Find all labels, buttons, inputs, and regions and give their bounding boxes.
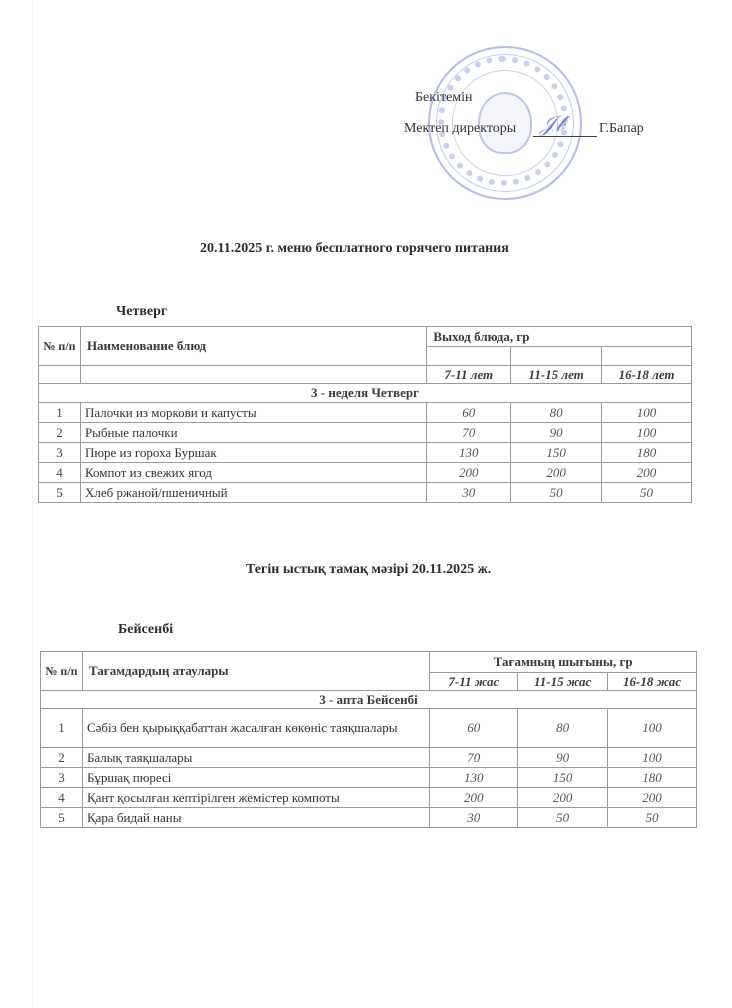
table-row — [41, 748, 697, 768]
table-row — [39, 403, 692, 423]
section-row — [39, 384, 692, 403]
table-row — [39, 423, 692, 443]
portion-11-15: 90 — [518, 748, 608, 768]
portion-7-11: 200 — [430, 788, 518, 808]
age-11-15: 11-15 жас — [518, 673, 608, 691]
row-no: 1 — [41, 709, 83, 748]
portion-16-18: 200 — [602, 463, 692, 483]
portion-7-11: 60 — [427, 403, 511, 423]
table-row — [41, 709, 697, 748]
portion-7-11: 70 — [430, 748, 518, 768]
portion-16-18: 100 — [608, 748, 697, 768]
header-output: Тағамның шығыны, гр — [430, 652, 697, 673]
portion-11-15: 50 — [518, 808, 608, 828]
row-no: 5 — [39, 483, 81, 503]
portion-16-18: 100 — [602, 403, 692, 423]
portion-16-18: 100 — [608, 709, 697, 748]
row-no: 1 — [39, 403, 81, 423]
portion-16-18: 180 — [608, 768, 697, 788]
age-7-11: 7-11 лет — [427, 366, 511, 384]
portion-11-15: 50 — [511, 483, 602, 503]
portion-11-15: 80 — [518, 709, 608, 748]
dish-name: Пюре из гороха Буршак — [80, 443, 426, 463]
portion-7-11: 30 — [430, 808, 518, 828]
header-row — [39, 327, 692, 347]
portion-11-15: 80 — [511, 403, 602, 423]
director-name: Г.Бапар — [599, 121, 644, 136]
header-no: № п/п — [39, 327, 81, 366]
header-name: Тағамдардың атаулары — [82, 652, 429, 691]
dish-name: Сәбіз бен қырыққабаттан жасалған көкөніс таяқшалары — [82, 709, 429, 748]
dish-name: Рыбные палочки — [80, 423, 426, 443]
menu-kz-day: Бейсенбі — [118, 622, 174, 637]
dish-name: Балық таяқшалары — [82, 748, 429, 768]
menu-kz-title: Тегін ыстық тамақ мәзірі 20.11.2025 ж. — [246, 562, 492, 577]
age-11-15: 11-15 лет — [511, 366, 602, 384]
dish-name: Палочки из моркови и капусты — [80, 403, 426, 423]
portion-16-18: 100 — [602, 423, 692, 443]
table-row — [39, 463, 692, 483]
row-no: 5 — [41, 808, 83, 828]
portion-16-18: 50 — [608, 808, 697, 828]
portion-7-11: 70 — [427, 423, 511, 443]
header-output: Выход блюда, гр — [427, 327, 692, 347]
row-no: 3 — [41, 768, 83, 788]
portion-11-15: 150 — [511, 443, 602, 463]
portion-7-11: 60 — [430, 709, 518, 748]
table-row — [39, 443, 692, 463]
dish-name: Қант қосылған кептірілген жемістер компоты — [82, 788, 429, 808]
dish-name: Қара бидай наны — [82, 808, 429, 828]
portion-11-15: 150 — [518, 768, 608, 788]
portion-11-15: 200 — [511, 463, 602, 483]
portion-7-11: 130 — [430, 768, 518, 788]
portion-16-18: 50 — [602, 483, 692, 503]
section-label: 3 - неделя Четверг — [39, 384, 692, 403]
header-ages-row — [39, 366, 692, 384]
table-row — [41, 768, 697, 788]
dish-name: Бұршақ пюресі — [82, 768, 429, 788]
row-no: 4 — [39, 463, 81, 483]
menu-ru-title: 20.11.2025 г. меню бесплатного горячего питания — [200, 241, 509, 256]
menu-ru-day: Четверг — [116, 304, 168, 319]
portion-7-11: 200 — [427, 463, 511, 483]
table-row — [41, 808, 697, 828]
signature: 𝒥𝒷 — [540, 112, 565, 137]
row-no: 2 — [41, 748, 83, 768]
age-16-18: 16-18 жас — [608, 673, 697, 691]
approve-label: Бекітемін — [415, 90, 473, 105]
row-no: 4 — [41, 788, 83, 808]
scan-edge — [32, 0, 33, 1008]
header-no: № п/п — [41, 652, 83, 691]
portion-16-18: 180 — [602, 443, 692, 463]
header-name: Наименование блюд — [80, 327, 426, 366]
table-row — [39, 483, 692, 503]
portion-7-11: 130 — [427, 443, 511, 463]
director-label: Мектеп директоры — [404, 121, 517, 136]
section-row — [41, 691, 697, 709]
table-row — [41, 788, 697, 808]
menu-ru-table — [38, 326, 692, 503]
dish-name: Хлеб ржаной/пшеничный — [80, 483, 426, 503]
portion-16-18: 200 — [608, 788, 697, 808]
portion-11-15: 90 — [511, 423, 602, 443]
dish-name: Компот из свежих ягод — [80, 463, 426, 483]
section-label: 3 - апта Бейсенбі — [41, 691, 697, 709]
menu-kz-table — [40, 651, 697, 828]
age-7-11: 7-11 жас — [430, 673, 518, 691]
portion-7-11: 30 — [427, 483, 511, 503]
row-no: 2 — [39, 423, 81, 443]
row-no: 3 — [39, 443, 81, 463]
age-16-18: 16-18 лет — [602, 366, 692, 384]
portion-11-15: 200 — [518, 788, 608, 808]
header-row — [41, 652, 697, 673]
